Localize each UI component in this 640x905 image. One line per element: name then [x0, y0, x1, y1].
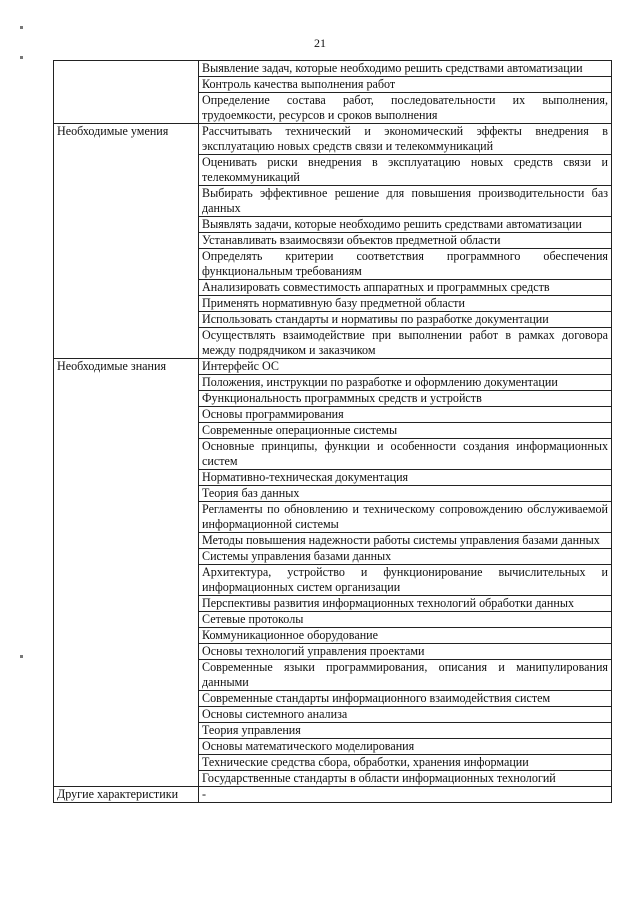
requirement-item: Теория управления: [199, 723, 612, 739]
requirement-item: Основы математического моделирования: [199, 739, 612, 755]
page-number: 21: [314, 36, 326, 50]
requirement-item: Оценивать риски внедрения в эксплуатацию новых средств связи и телекоммуникаций: [199, 155, 612, 186]
requirement-item: Использовать стандарты и нормативы по разработке документации: [199, 312, 612, 328]
requirement-item: Сетевые протоколы: [199, 612, 612, 628]
requirement-item: Коммуникационное оборудование: [199, 628, 612, 644]
requirement-item: Государственные стандарты в области информационных технологий: [199, 771, 612, 787]
table-row: [54, 124, 612, 155]
requirement-item: Технические средства сбора, обработки, хранения информации: [199, 755, 612, 771]
requirement-item: Определять критерии соответствия программного обеспечения функциональным требованиям: [199, 249, 612, 280]
requirement-item: Архитектура, устройство и функционирование вычислительных и информационных систем организации: [199, 565, 612, 596]
requirement-item: Методы повышения надежности работы системы управления базами данных: [199, 533, 612, 549]
requirement-item: Выявлять задачи, которые необходимо решить средствами автоматизации: [199, 217, 612, 233]
requirement-item: Интерфейс ОС: [199, 359, 612, 375]
requirement-item: Осуществлять взаимодействие при выполнении работ в рамках договора между подрядчиком и заказчиком: [199, 328, 612, 359]
section-label: Необходимые знания: [54, 359, 199, 787]
section-label: [54, 61, 199, 124]
requirement-item: Современные операционные системы: [199, 423, 612, 439]
requirement-item: Основы программирования: [199, 407, 612, 423]
requirement-item: Основные принципы, функции и особенности создания информационных систем: [199, 439, 612, 470]
requirement-item: Выбирать эффективное решение для повышения производительности баз данных: [199, 186, 612, 217]
scan-mark: [20, 26, 23, 29]
requirement-item: Анализировать совместимость аппаратных и программных средств: [199, 280, 612, 296]
requirement-item: Контроль качества выполнения работ: [199, 77, 612, 93]
requirement-item: Современные стандарты информационного взаимодействия систем: [199, 691, 612, 707]
table-row: [54, 359, 612, 375]
requirement-item: Основы системного анализа: [199, 707, 612, 723]
requirement-item: Регламенты по обновлению и техническому сопровождению обслуживаемой информационной системы: [199, 502, 612, 533]
scan-mark: [20, 56, 23, 59]
requirement-item: Положения, инструкции по разработке и оформлению документации: [199, 375, 612, 391]
requirement-item: Современные языки программирования, описания и манипулирования данными: [199, 660, 612, 691]
section-label: Другие характеристики: [54, 787, 199, 803]
requirement-item: Перспективы развития информационных технологий обработки данных: [199, 596, 612, 612]
requirement-item: Применять нормативную базу предметной области: [199, 296, 612, 312]
requirement-item: Устанавливать взаимосвязи объектов предметной области: [199, 233, 612, 249]
requirement-item: -: [199, 787, 612, 803]
requirement-item: Определение состава работ, последовательности их выполнения, трудоемкости, ресурсов и сроков выполнения: [199, 93, 612, 124]
table-row: [54, 61, 612, 77]
requirement-item: Системы управления базами данных: [199, 549, 612, 565]
requirement-item: Теория баз данных: [199, 486, 612, 502]
scan-mark: [20, 655, 23, 658]
section-label: Необходимые умения: [54, 124, 199, 359]
requirement-item: Выявление задач, которые необходимо решить средствами автоматизации: [199, 61, 612, 77]
requirement-item: Функциональность программных средств и устройств: [199, 391, 612, 407]
requirement-item: Нормативно-техническая документация: [199, 470, 612, 486]
table-row: [54, 787, 612, 803]
requirement-item: Рассчитывать технический и экономический эффекты внедрения в эксплуатацию новых средств связи и телекоммуникаций: [199, 124, 612, 155]
requirement-item: Основы технологий управления проектами: [199, 644, 612, 660]
competency-table: [53, 60, 612, 803]
